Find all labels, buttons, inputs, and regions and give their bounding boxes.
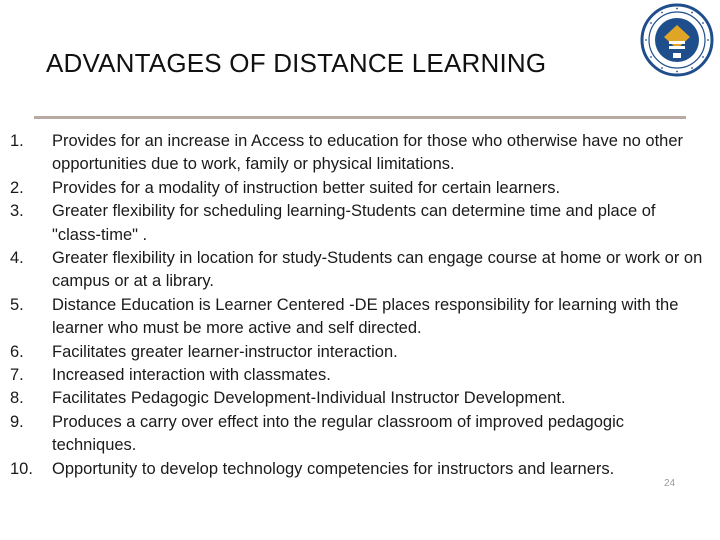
list-item bbox=[10, 411, 710, 458]
list-item-number: 6. bbox=[10, 342, 24, 361]
list-item bbox=[10, 364, 710, 387]
list-item bbox=[10, 247, 710, 294]
page-number: 24 bbox=[664, 478, 676, 489]
list-item-text: Provides for a modality of instruction better suited for certain learners. bbox=[52, 178, 561, 197]
list-item-number: 5. bbox=[10, 295, 24, 314]
list-item-text: Greater flexibility for scheduling learning-Students can determine time and place of "class-time" . bbox=[52, 202, 656, 244]
list-item bbox=[10, 341, 710, 364]
list-item-text: Facilitates greater learner-instructor interaction. bbox=[52, 342, 398, 361]
list-item-number: 8. bbox=[10, 389, 24, 408]
list-item-number: 1. bbox=[10, 132, 24, 150]
list-item-number: 9. bbox=[10, 412, 24, 431]
title-divider bbox=[34, 116, 686, 119]
list-item-text: Provides for an increase in Access to education for those who otherwise have no other opportunities due to work, family or physical limitations. bbox=[52, 132, 684, 174]
list-item-number: 2. bbox=[10, 178, 24, 197]
university-seal-icon bbox=[640, 3, 714, 77]
list-item-text: Facilitates Pedagogic Development-Individual Instructor Development. bbox=[52, 389, 566, 408]
list-item-number: 10. bbox=[10, 459, 33, 478]
list-item bbox=[10, 294, 710, 341]
list-item bbox=[10, 200, 710, 247]
list-item-text: Produces a carry over effect into the regular classroom of improved pedagogic techniques. bbox=[52, 412, 624, 455]
list-item-text: Increased interaction with classmates. bbox=[52, 366, 331, 385]
list-item bbox=[10, 387, 710, 410]
list-item-number: 7. bbox=[10, 366, 24, 385]
list-item-text: Distance Education is Learner Centered -DE places responsibility for learning with the learner who must be more active and self directed. bbox=[52, 295, 679, 338]
list-item-number: 4. bbox=[10, 249, 24, 268]
list-item bbox=[10, 458, 710, 481]
university-seal-logo bbox=[640, 3, 714, 77]
list-item-text: Greater flexibility in location for study-Students can engage course at home or work or on campus or at a library. bbox=[52, 249, 703, 291]
list-item bbox=[10, 177, 710, 200]
slide-title: ADVANTAGES OF DISTANCE LEARNING bbox=[46, 48, 547, 78]
list-item bbox=[10, 130, 710, 177]
list-item-number: 3. bbox=[10, 202, 24, 221]
list-item-text: Opportunity to develop technology competencies for instructors and learners. bbox=[52, 459, 615, 478]
advantages-list bbox=[10, 130, 710, 481]
